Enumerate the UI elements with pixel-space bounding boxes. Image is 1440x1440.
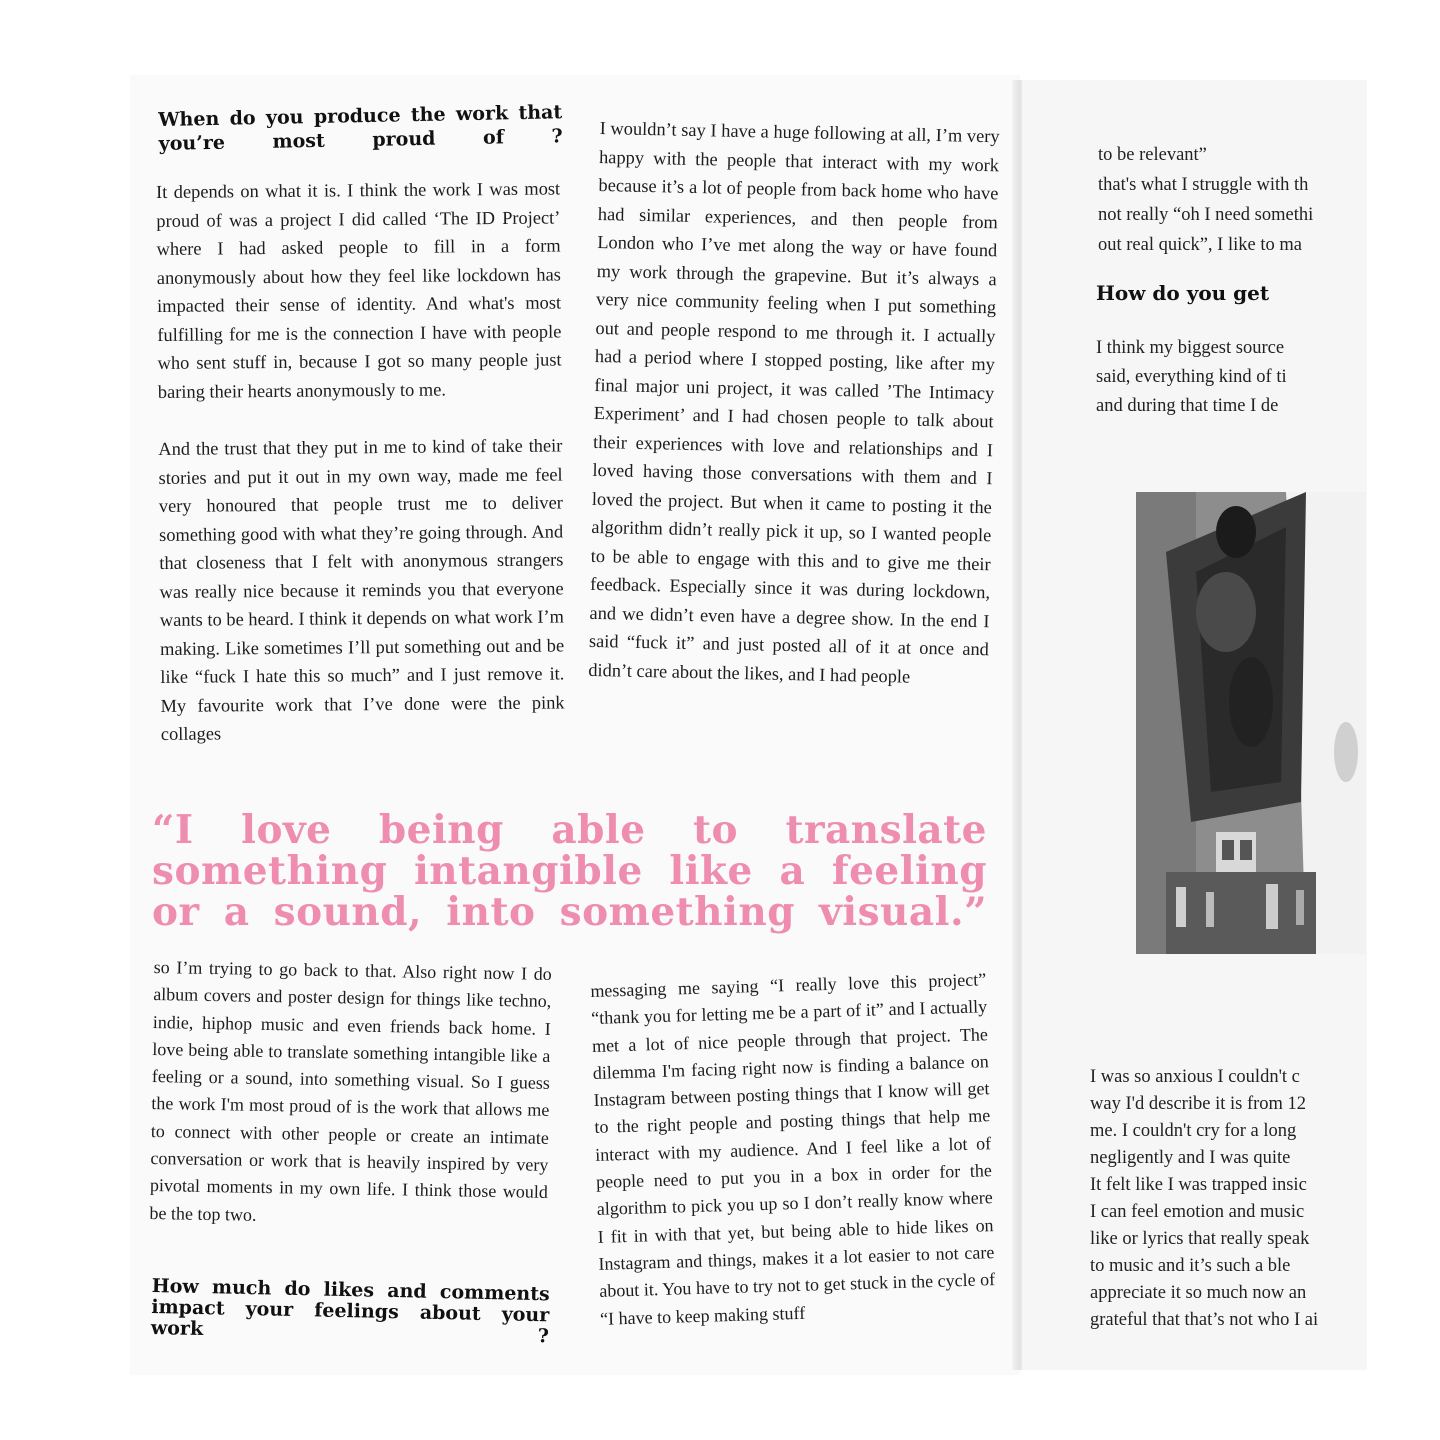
answer-paragraph: It depends on what it is. I think the work I was most proud of was a project I did called ‘The ID Project’ where I had asked people to fill in a form anonymously about how they feel like lockdown has impacted their sense of identity. And what's most fulfilling for me is the connection I have with people who sent stuff in, because I got so many people just baring their hearts anonymously to me. [156,178,562,402]
text-line: It felt like I was trapped insic [1090,1175,1307,1195]
text-line: me. I couldn't cry for a long [1090,1121,1297,1141]
text-line: like or lyrics that really speak [1090,1229,1310,1249]
answer-column-3 [149,954,552,1234]
answer-paragraph: And the trust that they put in me to kind of take their stories and put it out in my own way, made me feel very honoured that people trust me to deliver something good with what they’re going through. And that closeness that I felt with anonymous strangers was really nice because it reminds you that everyone wants to be heard. I think it depends on what work I’m making. Like sometimes I’ll put something out and be like “fuck I hate this so much” and I just remove it. My favourite work that I’ve done were the pink collages [158,435,565,744]
text-line: not really “oh I need somethi [1098,205,1314,225]
text-line: appreciate it so much now an [1090,1283,1307,1303]
text-line: to music and it’s such a ble [1090,1256,1291,1276]
bw-photo [1136,492,1366,954]
answer-column-4 [590,966,996,1332]
text-line: that's what I struggle with th [1098,175,1309,195]
question-heading-proud-work: When do you produce the work that you’re most proud of ? [158,101,563,155]
answer-column-2 [588,114,1000,692]
answer-paragraph: messaging me saying “I really love this project” “thank you for letting me be a part of it” and I actually met a lot of nice people through that project. The dilemma I'm facing right now is finding a balance on Instagram between posting things that I know will get to the right people and posting things that help me interact with my audience. And I feel like a lot of people need to put you in a box in order for the algorithm to pick you up so I don’t really know where I fit in with that yet, but being able to hide likes on Instagram and things, makes it a lot easier to not care about it. You have to try not to get stuck in the cycle of “I have to keep making stuff [590,969,996,1329]
text-line: and during that time I de [1096,396,1279,416]
photo-graphic [1136,492,1366,954]
question-heading-likes: How much do likes and comments impact your feelings about your work ? [150,1275,550,1348]
answer-paragraph: I wouldn’t say I have a huge following at all, I’m very happy with the people that interact with my work because it’s a lot of people from back home who have had similar experiences, and then people from London who I’ve met along the way or have found my work through the grapevine. But it’s always a very nice community feeling when I put something out and people respond to me through it. I actually had a period where I stopped posting, like after my final major uni project, it was called ’The Intimacy Experiment’ and I had chosen people to talk about their experiences with love and relationships and I loved having those conversations with them and I loved the project. But when it came to posting it the algorithm didn’t really pick it up, so I wanted people to be able to engage with this and to give me their feedback. Especially since it was during lockdown, and we didn’t even have a degree show. In the end I said “fuck it” and just posted all of it at once and didn’t care about the likes, and I had people [588,117,1000,687]
answer-column-1 [156,174,565,748]
text-line: grateful that that’s not who I ai [1090,1310,1319,1330]
right-page-text-top [1098,140,1364,260]
right-page-heading: How do you get [1096,281,1270,305]
answer-paragraph: so I’m trying to go back to that. Also right now I do album covers and poster design for things like techno, indie, hiphop music and even friends back home. I love being able to translate something intangible like a feeling or a sound, into something visual. So I guess the work I'm most proud of is the work that allows me to connect with other people or create an intimate conversation or work that is heavily inspired by very pivotal moments in my own life. I think those would be the top two. [149,956,552,1225]
text-line: I can feel emotion and music [1090,1202,1305,1222]
text-line: out real quick”, I like to ma [1098,235,1302,255]
text-line: I think my biggest source [1096,338,1285,358]
text-line: I was so anxious I couldn't c [1090,1067,1300,1087]
pull-quote: “I love being able to translate something intangible like a feeling or a sound, into something visual.” [152,807,987,935]
right-page-text-mid [1096,334,1364,421]
text-line: negligently and I was quite [1090,1148,1291,1168]
text-line: said, everything kind of ti [1096,367,1287,387]
right-page-text-bottom [1090,1064,1364,1334]
text-line: way I'd describe it is from 12 [1090,1094,1307,1114]
text-line: to be relevant” [1098,145,1207,165]
